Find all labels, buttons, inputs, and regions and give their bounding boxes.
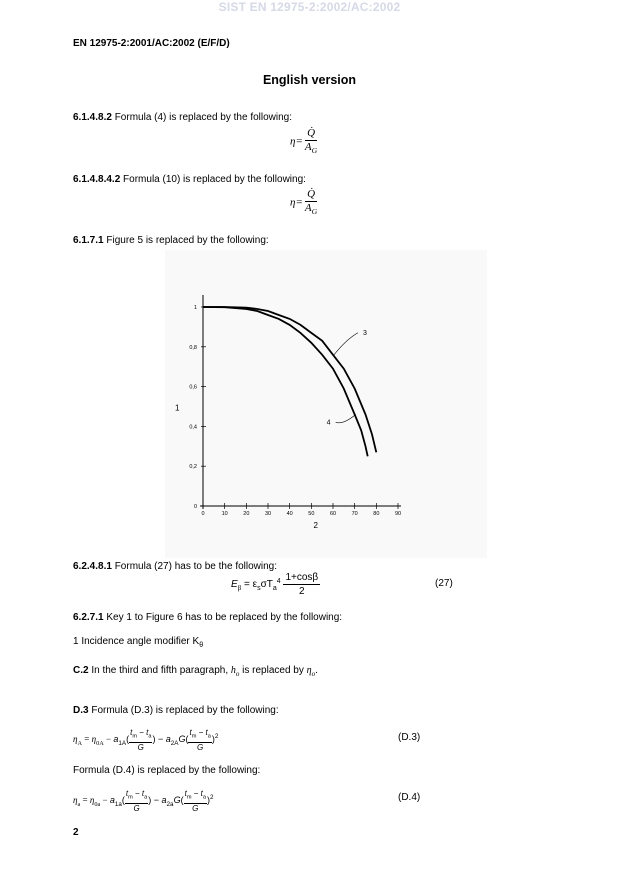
watermark: SIST EN 12975-2:2002/AC:2002 (218, 0, 401, 14)
paragraph-d3 (73, 705, 279, 716)
eq27-sigma: σT (260, 579, 273, 591)
paragraph-text: Figure 5 is replaced by the following: (106, 235, 269, 246)
series-label-3: 3 (363, 329, 367, 337)
paragraph-text: Formula (27) has to be the following: (114, 561, 278, 572)
eq27-mid: = ε (241, 579, 258, 591)
paragraph-text-b: is replaced by (239, 665, 304, 676)
formula-numerator: Q̇ (307, 188, 316, 200)
x-tick-label: 50 (308, 511, 315, 517)
series-label-4: 4 (326, 419, 331, 427)
paragraph-text-a: In the third and fifth paragraph, (91, 665, 229, 676)
formula-lhs: η= (290, 196, 303, 209)
formula-d4: $\eta_a = \eta_{0a} - a_{1a}$( $\frac{t_m - t_a}{G}$ ) − $a_{2a}G$( $\frac{t_m - t_a}{G}$ )$^2$ (73, 789, 214, 813)
key-1-text (73, 636, 203, 649)
eta-symbol: η (306, 665, 312, 676)
eq27-t-sub: a (272, 585, 277, 593)
series-leader-4 (336, 414, 356, 422)
eq27-label: (27) (435, 578, 453, 589)
x-tick-label: 90 (394, 511, 402, 517)
formula-denominator: A (304, 141, 312, 153)
key-text: 1 Incidence angle modifier K (73, 636, 200, 647)
y-tick-label: 0,2 (189, 464, 197, 471)
y-tick-label: 0,8 (189, 344, 197, 351)
x-tick-label: 0 (201, 511, 205, 517)
paragraph-ref: 6.1.4.8.4.2 (73, 174, 121, 185)
chart-ticks (189, 305, 401, 517)
formula-den-sub: G (311, 207, 318, 217)
h-sub: o (235, 670, 240, 678)
paragraph-dot: . (315, 665, 318, 676)
formula-10 (290, 188, 319, 218)
y-tick-label: 1 (193, 305, 197, 311)
eq27-mid-sub: s (257, 585, 261, 593)
eqD3-label: (D.3) (398, 732, 421, 743)
paragraph-text: Formula (10) is replaced by the following: (123, 174, 306, 185)
paragraph-ref: 6.2.4.8.1 (73, 561, 112, 572)
eq27-lhs: E (231, 579, 238, 591)
paragraph-6-1-7-1 (73, 235, 269, 246)
eq27-lhs-sub: β (237, 584, 242, 593)
series-line-3 (203, 307, 376, 452)
formula-numerator: Q̇ (307, 127, 316, 139)
paragraph-6-2-7-1 (73, 612, 342, 623)
figure-5-chart (165, 250, 487, 558)
paragraph-text: Formula (D.3) is replaced by the following: (91, 705, 279, 716)
y-tick-label: 0,6 (189, 384, 197, 391)
paragraph-ref: C.2 (73, 665, 89, 676)
paragraph-text: Formula (D.4) is replaced by the following: (73, 765, 261, 776)
x-tick-label: 70 (351, 511, 358, 517)
x-tick-label: 20 (243, 511, 250, 517)
formula-lhs: η= (290, 135, 303, 148)
formula-denominator: A (304, 202, 312, 214)
y-tick-label: 0,4 (189, 424, 197, 431)
paragraph-d4 (73, 765, 260, 776)
section-title: English version (262, 73, 357, 87)
x-axis-label: 2 (313, 521, 318, 530)
eq27-t-sup: 4 (276, 577, 281, 585)
eqD4-label: (D.4) (398, 792, 421, 803)
document-header: EN 12975-2:2001/AC:2002 (E/F/D) (73, 38, 230, 49)
formula-4 (290, 127, 319, 157)
eq27-denominator: 2 (299, 586, 305, 597)
paragraph-ref: 6.2.7.1 (73, 612, 104, 623)
eta-sub: o (311, 670, 316, 678)
x-tick-label: 60 (329, 511, 337, 517)
formula-d3: $\eta_A = \eta_{0A} - a_{1A}$( $\frac{t_m - t_a}{G}$ ) − $a_{2A}G$( $\frac{t_m - t_a}{G}$ )$^2$ (73, 728, 219, 752)
paragraph-ref: 6.1.4.8.2 (73, 112, 112, 123)
formula-den-sub: G (311, 146, 318, 156)
paragraph-ref: D.3 (73, 705, 89, 716)
page-number: 2 (73, 827, 79, 838)
chart-series (203, 307, 376, 456)
paragraph-text: Key 1 to Figure 6 has to be replaced by the following: (106, 612, 343, 623)
formula-27 (231, 571, 320, 598)
paragraph-c2 (73, 665, 318, 678)
x-tick-label: 10 (221, 511, 228, 517)
series-leader-3 (334, 333, 358, 355)
x-tick-label: 40 (286, 511, 293, 517)
y-tick-label: 0 (193, 504, 197, 510)
key-sub: θ (199, 642, 204, 649)
h-symbol: h (230, 665, 236, 676)
paragraph-6-1-4-8-4-2 (73, 174, 306, 185)
paragraph-text: Formula (4) is replaced by the following: (114, 112, 293, 123)
chart-axes (200, 295, 401, 509)
paragraph-6-1-4-8-2 (73, 112, 292, 123)
x-tick-label: 30 (264, 511, 272, 517)
eq27-numerator: 1+cosβ (285, 572, 319, 583)
paragraph-ref: 6.1.7.1 (73, 235, 104, 246)
series-line-4 (203, 307, 368, 456)
y-axis-label: 1 (175, 403, 180, 413)
x-tick-label: 80 (373, 511, 380, 517)
